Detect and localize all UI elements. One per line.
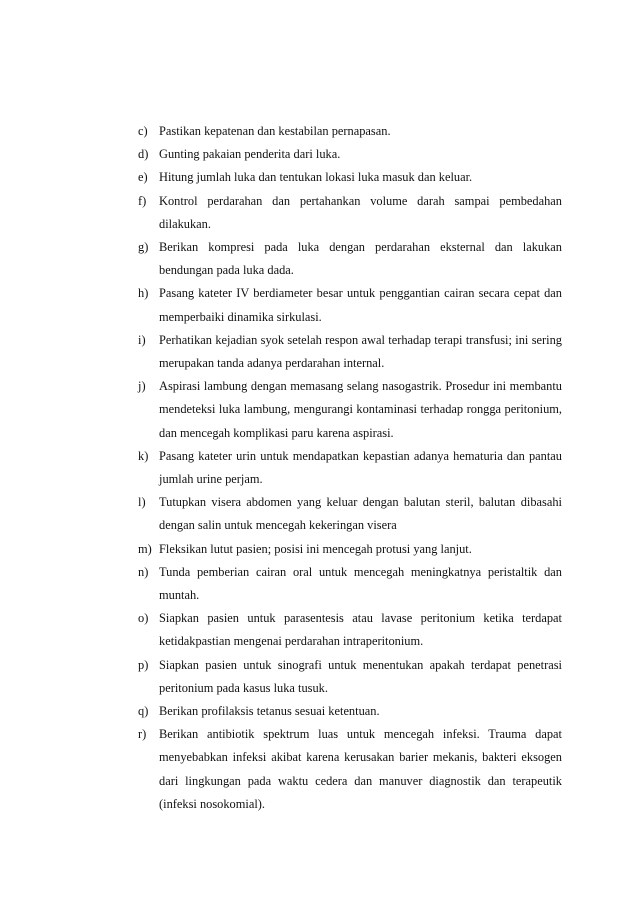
list-marker: h)	[138, 286, 149, 301]
list-item	[138, 143, 562, 166]
list-item	[138, 236, 562, 282]
list-item	[138, 700, 562, 723]
list-marker: m)	[138, 541, 152, 556]
list-item-text: Siapkan pasien untuk sinografi untuk menentukan apakah terdapat penetrasi peritonium pada kasus luka tusuk.	[159, 657, 562, 695]
list-item	[138, 166, 562, 189]
list-marker: p)	[138, 657, 149, 672]
list-marker: d)	[138, 147, 149, 162]
list-item	[138, 190, 562, 236]
list-item-text: Kontrol perdarahan dan pertahankan volume darah sampai pembedahan dilakukan.	[159, 193, 562, 231]
list-item-text: Gunting pakaian penderita dari luka.	[159, 147, 341, 162]
list-item	[138, 654, 562, 700]
list-item-text: Pastikan kepatenan dan kestabilan pernapasan.	[159, 124, 391, 138]
list-marker: r)	[138, 727, 147, 742]
list-item-text: Pasang kateter urin untuk mendapatkan kepastian adanya hematuria dan pantau jumlah urine perjam.	[159, 448, 562, 487]
list-item-text: Fleksikan lutut pasien; posisi ini mencegah protusi yang lanjut.	[159, 541, 472, 556]
list-item-text: Tunda pemberian cairan oral untuk mencegah meningkatnya peristaltik dan muntah.	[159, 564, 562, 603]
procedure-list	[138, 120, 562, 816]
list-marker: l)	[138, 495, 146, 510]
list-item-text: Pasang kateter IV berdiameter besar untuk penggantian cairan secara cepat dan memperbaiki dinamika sirkulasi.	[159, 286, 562, 324]
list-item-text: Perhatikan kejadian syok setelah respon awal terhadap terapi transfusi; ini sering merupakan tanda adanya perdarahan internal.	[159, 332, 562, 371]
list-marker: k)	[138, 448, 149, 463]
list-item-text: Berikan kompresi pada luka dengan perdarahan eksternal dan lakukan bendungan pada luka dada.	[159, 240, 562, 278]
list-marker: n)	[138, 564, 149, 579]
list-marker: q)	[138, 704, 149, 719]
list-item-text: Berikan antibiotik spektrum luas untuk mencegah infeksi. Trauma dapat menyebabkan infeksi akibat karena kerusakan barier mekanis, bakteri eksogen dari lingkungan pada waktu cedera dan manuver diagnostik dan terapeutik (infeksi nosokomial).	[159, 727, 562, 811]
list-marker: o)	[138, 611, 149, 626]
list-marker: e)	[138, 170, 148, 185]
list-item	[138, 329, 562, 375]
list-item-text: Berikan profilaksis tetanus sesuai ketentuan.	[159, 704, 380, 719]
list-marker: g)	[138, 240, 149, 255]
list-item-text: Aspirasi lambung dengan memasang selang nasogastrik. Prosedur ini membantu mendeteksi luka lambung, mengurangi kontaminasi terhadap rongga peritonium, dan mencegah komplikasi paru karena aspirasi.	[159, 379, 562, 440]
list-marker: j)	[138, 379, 146, 394]
list-item-text: Tutupkan visera abdomen yang keluar dengan balutan steril, balutan dibasahi dengan salin untuk mencegah kekeringan visera	[159, 495, 562, 533]
list-marker: i)	[138, 332, 146, 347]
list-item	[138, 607, 562, 653]
list-marker: c)	[138, 124, 148, 138]
list-item	[138, 723, 562, 816]
list-item-text: Hitung jumlah luka dan tentukan lokasi luka masuk dan keluar.	[159, 170, 473, 185]
list-item	[138, 282, 562, 328]
list-item	[138, 491, 562, 537]
list-marker: f)	[138, 193, 147, 208]
list-item	[138, 561, 562, 607]
list-item	[138, 120, 562, 143]
list-item-text: Siapkan pasien untuk parasentesis atau lavase peritonium ketika terdapat ketidakpastian mengenai perdarahan intraperitonium.	[159, 611, 562, 649]
list-item	[138, 375, 562, 445]
list-item	[138, 445, 562, 491]
list-item	[138, 538, 562, 561]
